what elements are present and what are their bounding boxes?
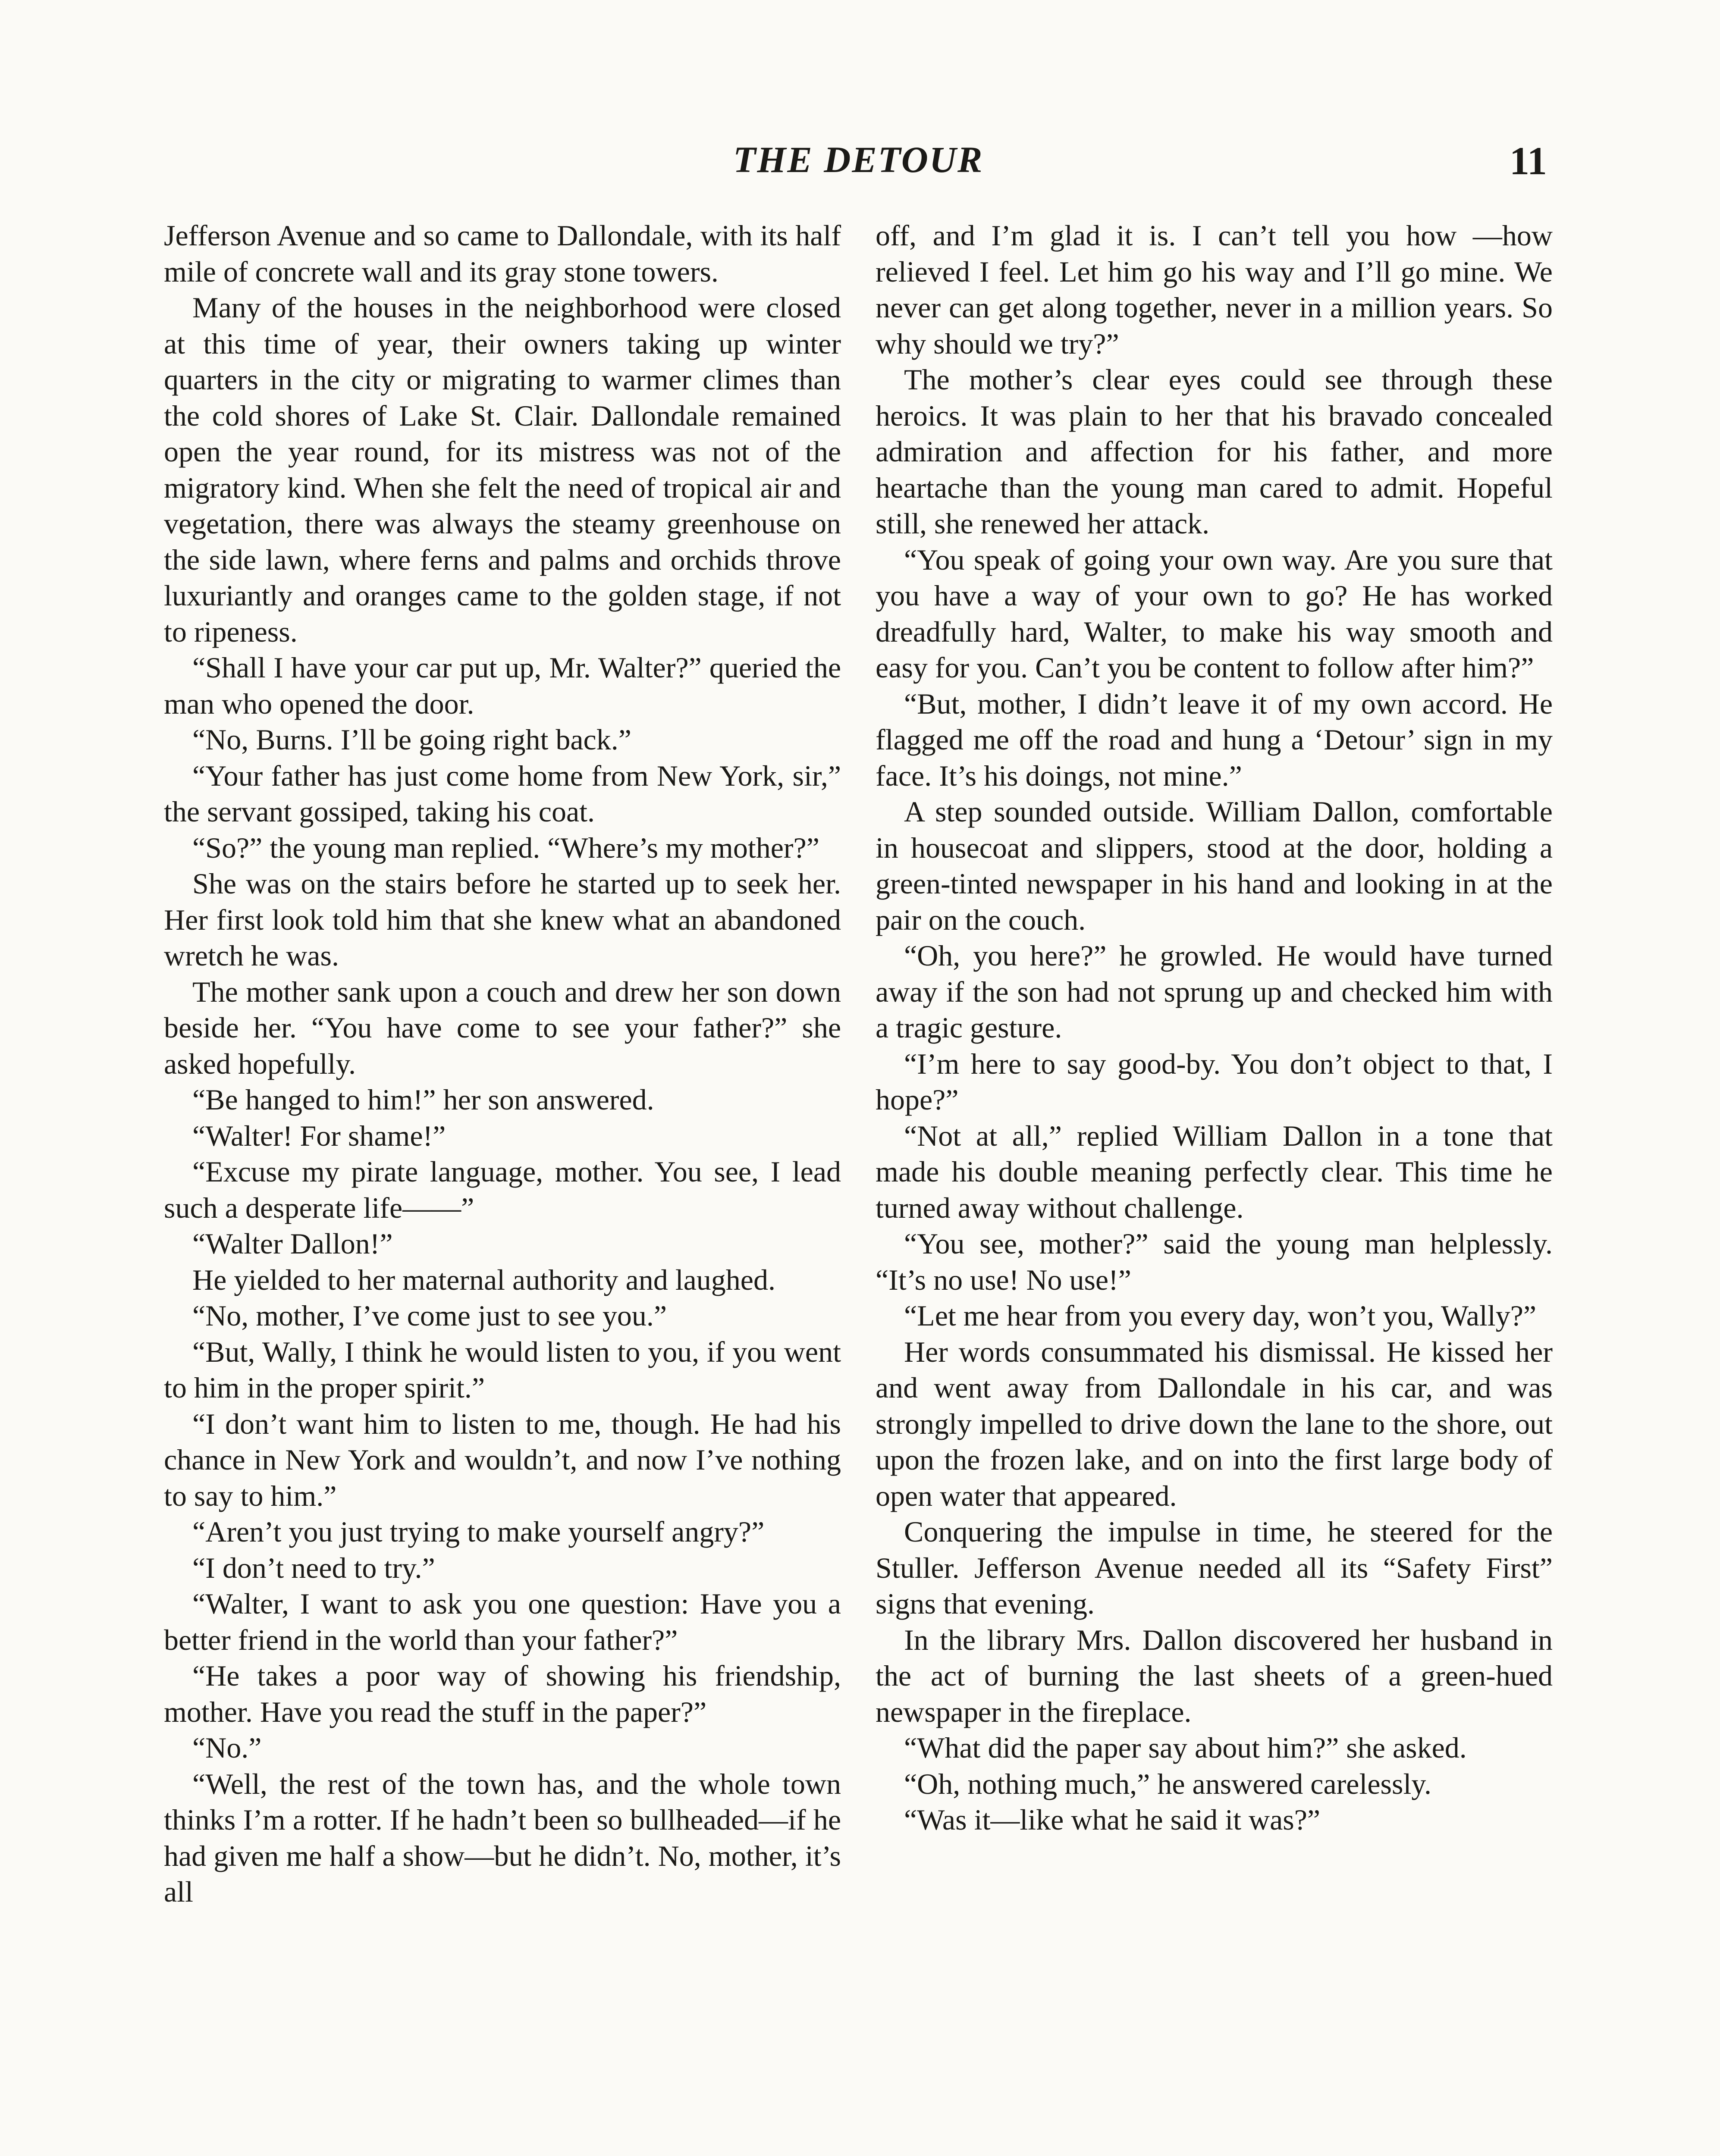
paragraph: “Shall I have your car put up, Mr. Walter?” queried the man who opened the door. [164,651,841,720]
paragraph: “Your father has just come home from New York, sir,” the servant gossiped, taking his coat. [164,759,841,828]
paragraph: “Oh, you here?” he growled. He would have turned away if the son had not sprung up and checked him with a tragic gesture. [876,939,1553,1044]
paragraph: “I don’t want him to listen to me, though. He had his chance in New York and wouldn’t, and now I’ve nothing to say to him.” [164,1407,841,1512]
paragraph: Jefferson Avenue and so came to Dallondale, with its half mile of concrete wall and its gray stone towers. [164,219,841,288]
paragraph: “So?” the young man replied. “Where’s my mother?” [192,831,819,864]
paragraph: off, and I’m glad it is. I can’t tell you how —how relieved I feel. Let him go his way and I’ll go mine. We never can get along together, never in a million years. So why should we try?” [876,219,1553,360]
paragraph: “Aren’t you just trying to make yourself angry?” [192,1515,765,1548]
paragraph: Her words consummated his dismissal. He kissed her and went away from Dallondale in his car, and was strongly impelled to drive down the lane to the shore, out upon the frozen lake, and on into the first large body of open water that appeared. [876,1335,1553,1512]
paragraph: “But, mother, I didn’t leave it of my own accord. He flagged me off the road and hung a ‘Detour’ sign in my face. It’s his doings, not mine.” [876,687,1553,792]
paragraph: “No, Burns. I’ll be going right back.” [192,723,631,756]
paragraph: She was on the stairs before he started up to seek her. Her first look told him that she knew what an abandoned wretch he was. [164,867,841,972]
paragraph: “Oh, nothing much,” he answered carelessly. [904,1767,1431,1800]
paragraph: “I’m here to say good-by. You don’t object to that, I hope?” [876,1047,1553,1116]
paragraph: The mother’s clear eyes could see through these heroics. It was plain to her that his bravado concealed admiration and affection for his father, and more heartache than the young man cared to admit. Hopeful still, she renewed her attack. [876,363,1553,540]
paragraph: “No.” [192,1731,262,1764]
paragraph: “Walter, I want to ask you one question: Have you a better friend in the world than your father?” [164,1587,841,1656]
paragraph: “Excuse my pirate language, mother. You see, I lead such a desperate life——” [164,1155,841,1224]
running-title: THE DETOUR [733,139,984,180]
paragraph: “Not at all,” replied William Dallon in a tone that made his double meaning perfectly clear. This time he turned away without challenge. [876,1119,1553,1224]
paragraph: In the library Mrs. Dallon discovered her husband in the act of burning the last sheets of a green-hued newspaper in the fireplace. [876,1623,1553,1728]
paragraph: Conquering the impulse in time, he steered for the Stuller. Jefferson Avenue needed all its “Safety First” signs that evening. [876,1515,1553,1620]
right-column [876,218,1553,1838]
paragraph: “He takes a poor way of showing his friendship, mother. Have you read the stuff in the paper?” [164,1659,841,1728]
paragraph: “Let me hear from you every day, won’t you, Wally?” [904,1299,1537,1332]
paragraph: “But, Wally, I think he would listen to you, if you went to him in the proper spirit.” [164,1335,841,1404]
paragraph: “Be hanged to him!” her son answered. [192,1083,654,1116]
page-number: 11 [1510,139,1547,183]
paragraph: Many of the houses in the neighborhood were closed at this time of year, their owners taking up winter quarters in the city or migrating to warmer climes than the cold shores of Lake St. Clair. Dallondale remained open the year round, for its mistress was not of the migratory kind. When she felt the need of tropical air and vegetation, there was always the steamy greenhouse on the side lawn, where ferns and palms and orchids throve luxuriantly and oranges came to the golden stage, if not to ripeness. [164,291,841,648]
paragraph: “I don’t need to try.” [192,1551,435,1584]
page-header [0,134,1720,194]
paragraph: “What did the paper say about him?” she asked. [904,1731,1467,1764]
paragraph: The mother sank upon a couch and drew her son down beside her. “You have come to see your father?” she asked hopefully. [164,975,841,1080]
paragraph: He yielded to her maternal authority and laughed. [192,1263,775,1296]
paragraph: “You see, mother?” said the young man helplessly. “It’s no use! No use!” [876,1227,1553,1296]
paragraph: A step sounded outside. William Dallon, comfortable in housecoat and slippers, stood at the door, holding a green-tinted newspaper in his hand and looking in at the pair on the couch. [876,795,1553,936]
paragraph: “Walter! For shame!” [192,1119,446,1152]
left-column [164,218,841,1910]
paragraph: “No, mother, I’ve come just to see you.” [192,1299,667,1332]
paragraph: “Walter Dallon!” [192,1227,393,1260]
paragraph: “Was it—like what he said it was?” [904,1803,1321,1836]
paragraph: “Well, the rest of the town has, and the whole town thinks I’m a rotter. If he hadn’t been so bullheaded—if he had given me half a show—but he didn’t. No, mother, it’s all [164,1767,841,1908]
paragraph: “You speak of going your own way. Are you sure that you have a way of your own to go? He has worked dreadfully hard, Walter, to make his way smooth and easy for you. Can’t you be content to follow after him?” [876,543,1553,684]
